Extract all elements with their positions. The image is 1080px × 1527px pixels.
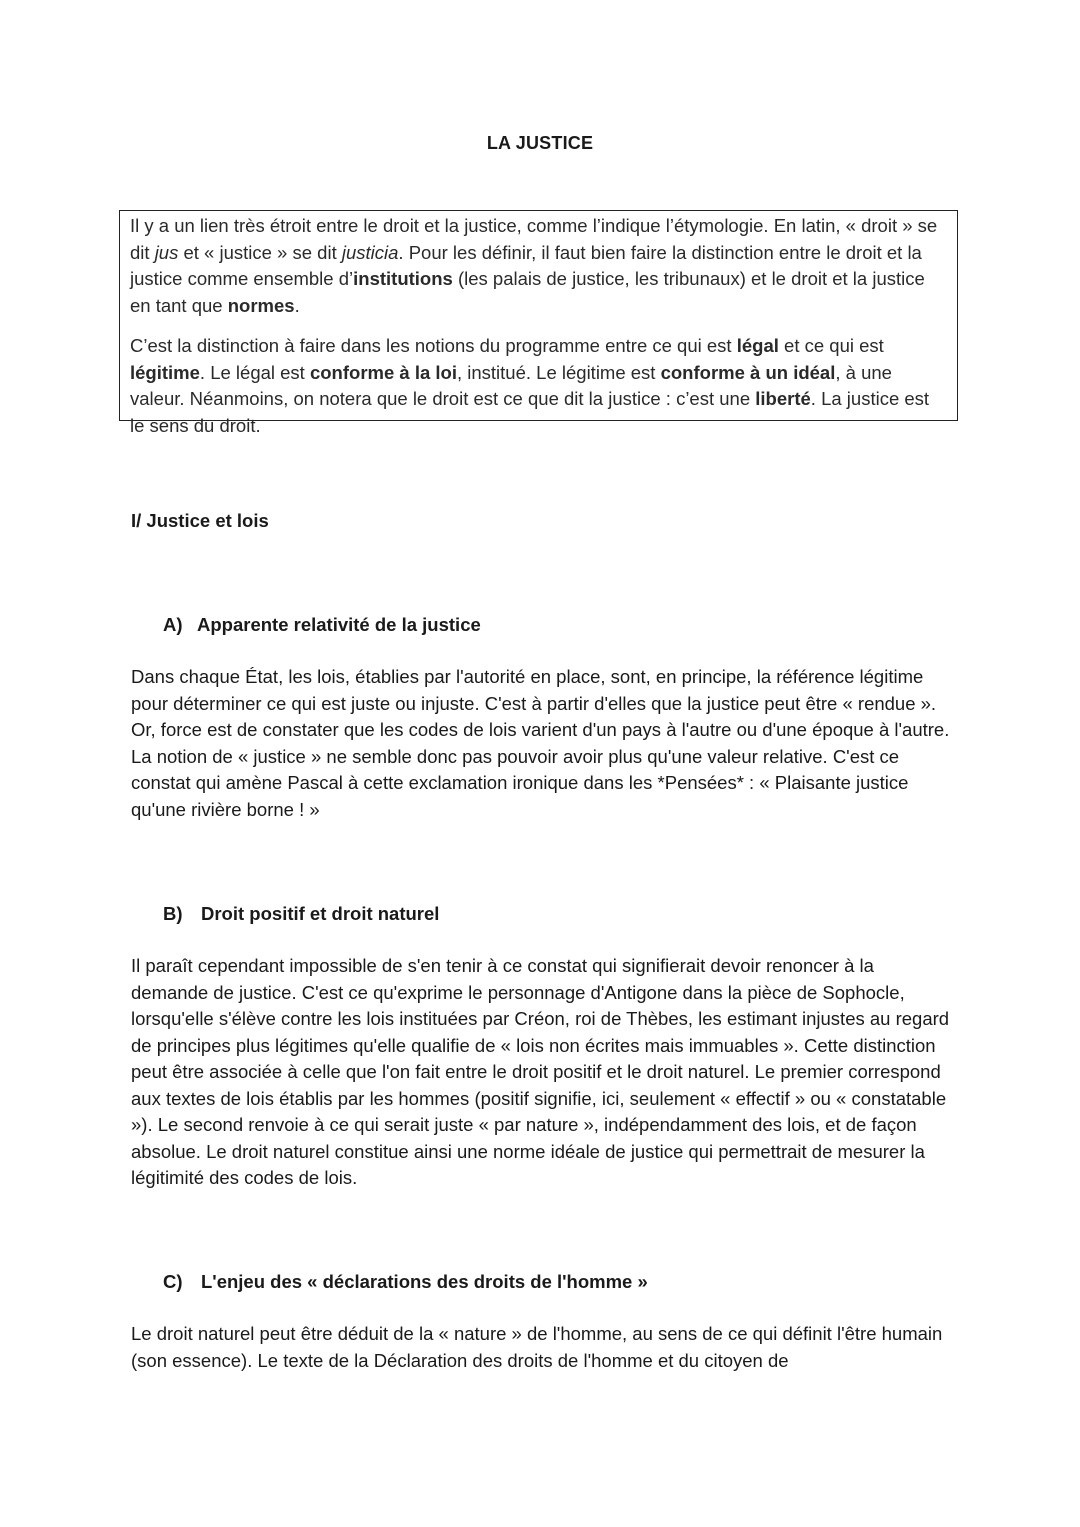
intro-box [119,210,958,436]
term-institutions: institutions [353,268,453,289]
intro-p1-text: . [294,294,300,316]
intro-p2-text: . Le légal est [199,361,310,383]
term-legal: légal [736,335,779,356]
intro-p2-text: , à une valeur. Néanmoins, on notera que le droit est ce que dit la justice : c’est une [130,361,892,409]
term-jus: jus [154,241,179,263]
subsection-title: Droit positif et droit naturel [201,903,440,924]
subsection-letter: B) [163,903,183,924]
intro-p2-text: . La justice est le sens du droit. [130,388,930,436]
term-conforme-ideal: conforme à un idéal [660,361,836,383]
subsection-heading-b [163,903,439,925]
term-conforme-loi: conforme à la loi [309,361,457,383]
term-justicia: justicia [341,241,399,263]
term-legitime: légitime [130,361,200,383]
term-liberte: liberté [755,388,811,409]
intro-p2-text: C’est la distinction à faire dans les notions du programme entre ce qui est [130,335,737,356]
intro-paragraph-1 [130,213,947,319]
subsection-title: L'enjeu des « déclarations des droits de l'homme » [201,1271,648,1292]
subsection-title: Apparente relativité de la justice [197,614,481,635]
intro-p1-text: . Pour les définir, il faut bien faire la distinction entre le droit et la justice comme ensemble d’ [130,241,922,289]
page-title: LA JUSTICE [486,133,594,153]
subsection-letter: C) [163,1271,183,1292]
subsection-letter: A) [163,614,183,635]
subsection-heading-a [163,614,481,636]
term-normes: normes [227,294,295,316]
intro-p2-text: et ce qui est [778,335,884,356]
subsection-a-text: Dans chaque État, les lois, établies par l'autorité en place, sont, en principe, la référence légitime pour déterminer ce qui est juste ou injuste. C'est à partir d'elles que la justice peut être « rendue ». Or, force est de constater que les codes de lois varient d'un pays à l'autre ou d'une époque à l'autre. La notion de « justice » ne semble donc pas pouvoir avoir plus qu'une valeur relative. C'est ce constat qui amène Pascal à cette exclamation ironique dans les *Pensées* : « Plaisante justice qu'une rivière borne ! » [131,666,950,820]
subsection-heading-c [163,1271,648,1293]
intro-p2-text: , institué. Le légitime est [456,361,661,383]
intro-p1-text: (les palais de justice, les tribunaux) et le droit et la justice en tant que [130,268,925,316]
subsection-b-text: Il paraît cependant impossible de s'en tenir à ce constat qui signifierait devoir renoncer à la demande de justice. C'est ce qu'exprime le personnage d'Antigone dans la pièce de Sophocle, lorsqu'elle s'élève contre les lois instituées par Créon, roi de Thèbes, les estimant injustes au regard de principes plus légitimes qu'elle qualifie de « lois non écrites mais immuables ». Cette distinction peut être associée à celle que l'on fait entre le droit positif et le droit naturel. Le premier correspond aux textes de lois établis par les hommes (positif signifie, ici, seulement « effectif » ou « constatable »). Le second renvoie à ce qui serait juste « par nature », indépendamment des lois, et de façon absolue. Le droit naturel constitue ainsi une norme idéale de justice qui permettrait de mesurer la légitimité des codes de lois. [131,955,950,1188]
intro-paragraph-2 [130,333,947,439]
intro-p1-text: et « justice » se dit [178,241,342,263]
subsection-c-text: Le droit naturel peut être déduit de la « nature » de l'homme, au sens de ce qui définit l'être humain (son essence). Le texte de la Déclaration des droits de l'homme et du citoyen de [131,1323,943,1371]
intro-p1-text: Il y a un lien très étroit entre le droit et la justice, comme l’indique l’étymologie. En latin, « droit » se dit [130,215,938,263]
section-heading: I/ Justice et lois [131,510,269,531]
